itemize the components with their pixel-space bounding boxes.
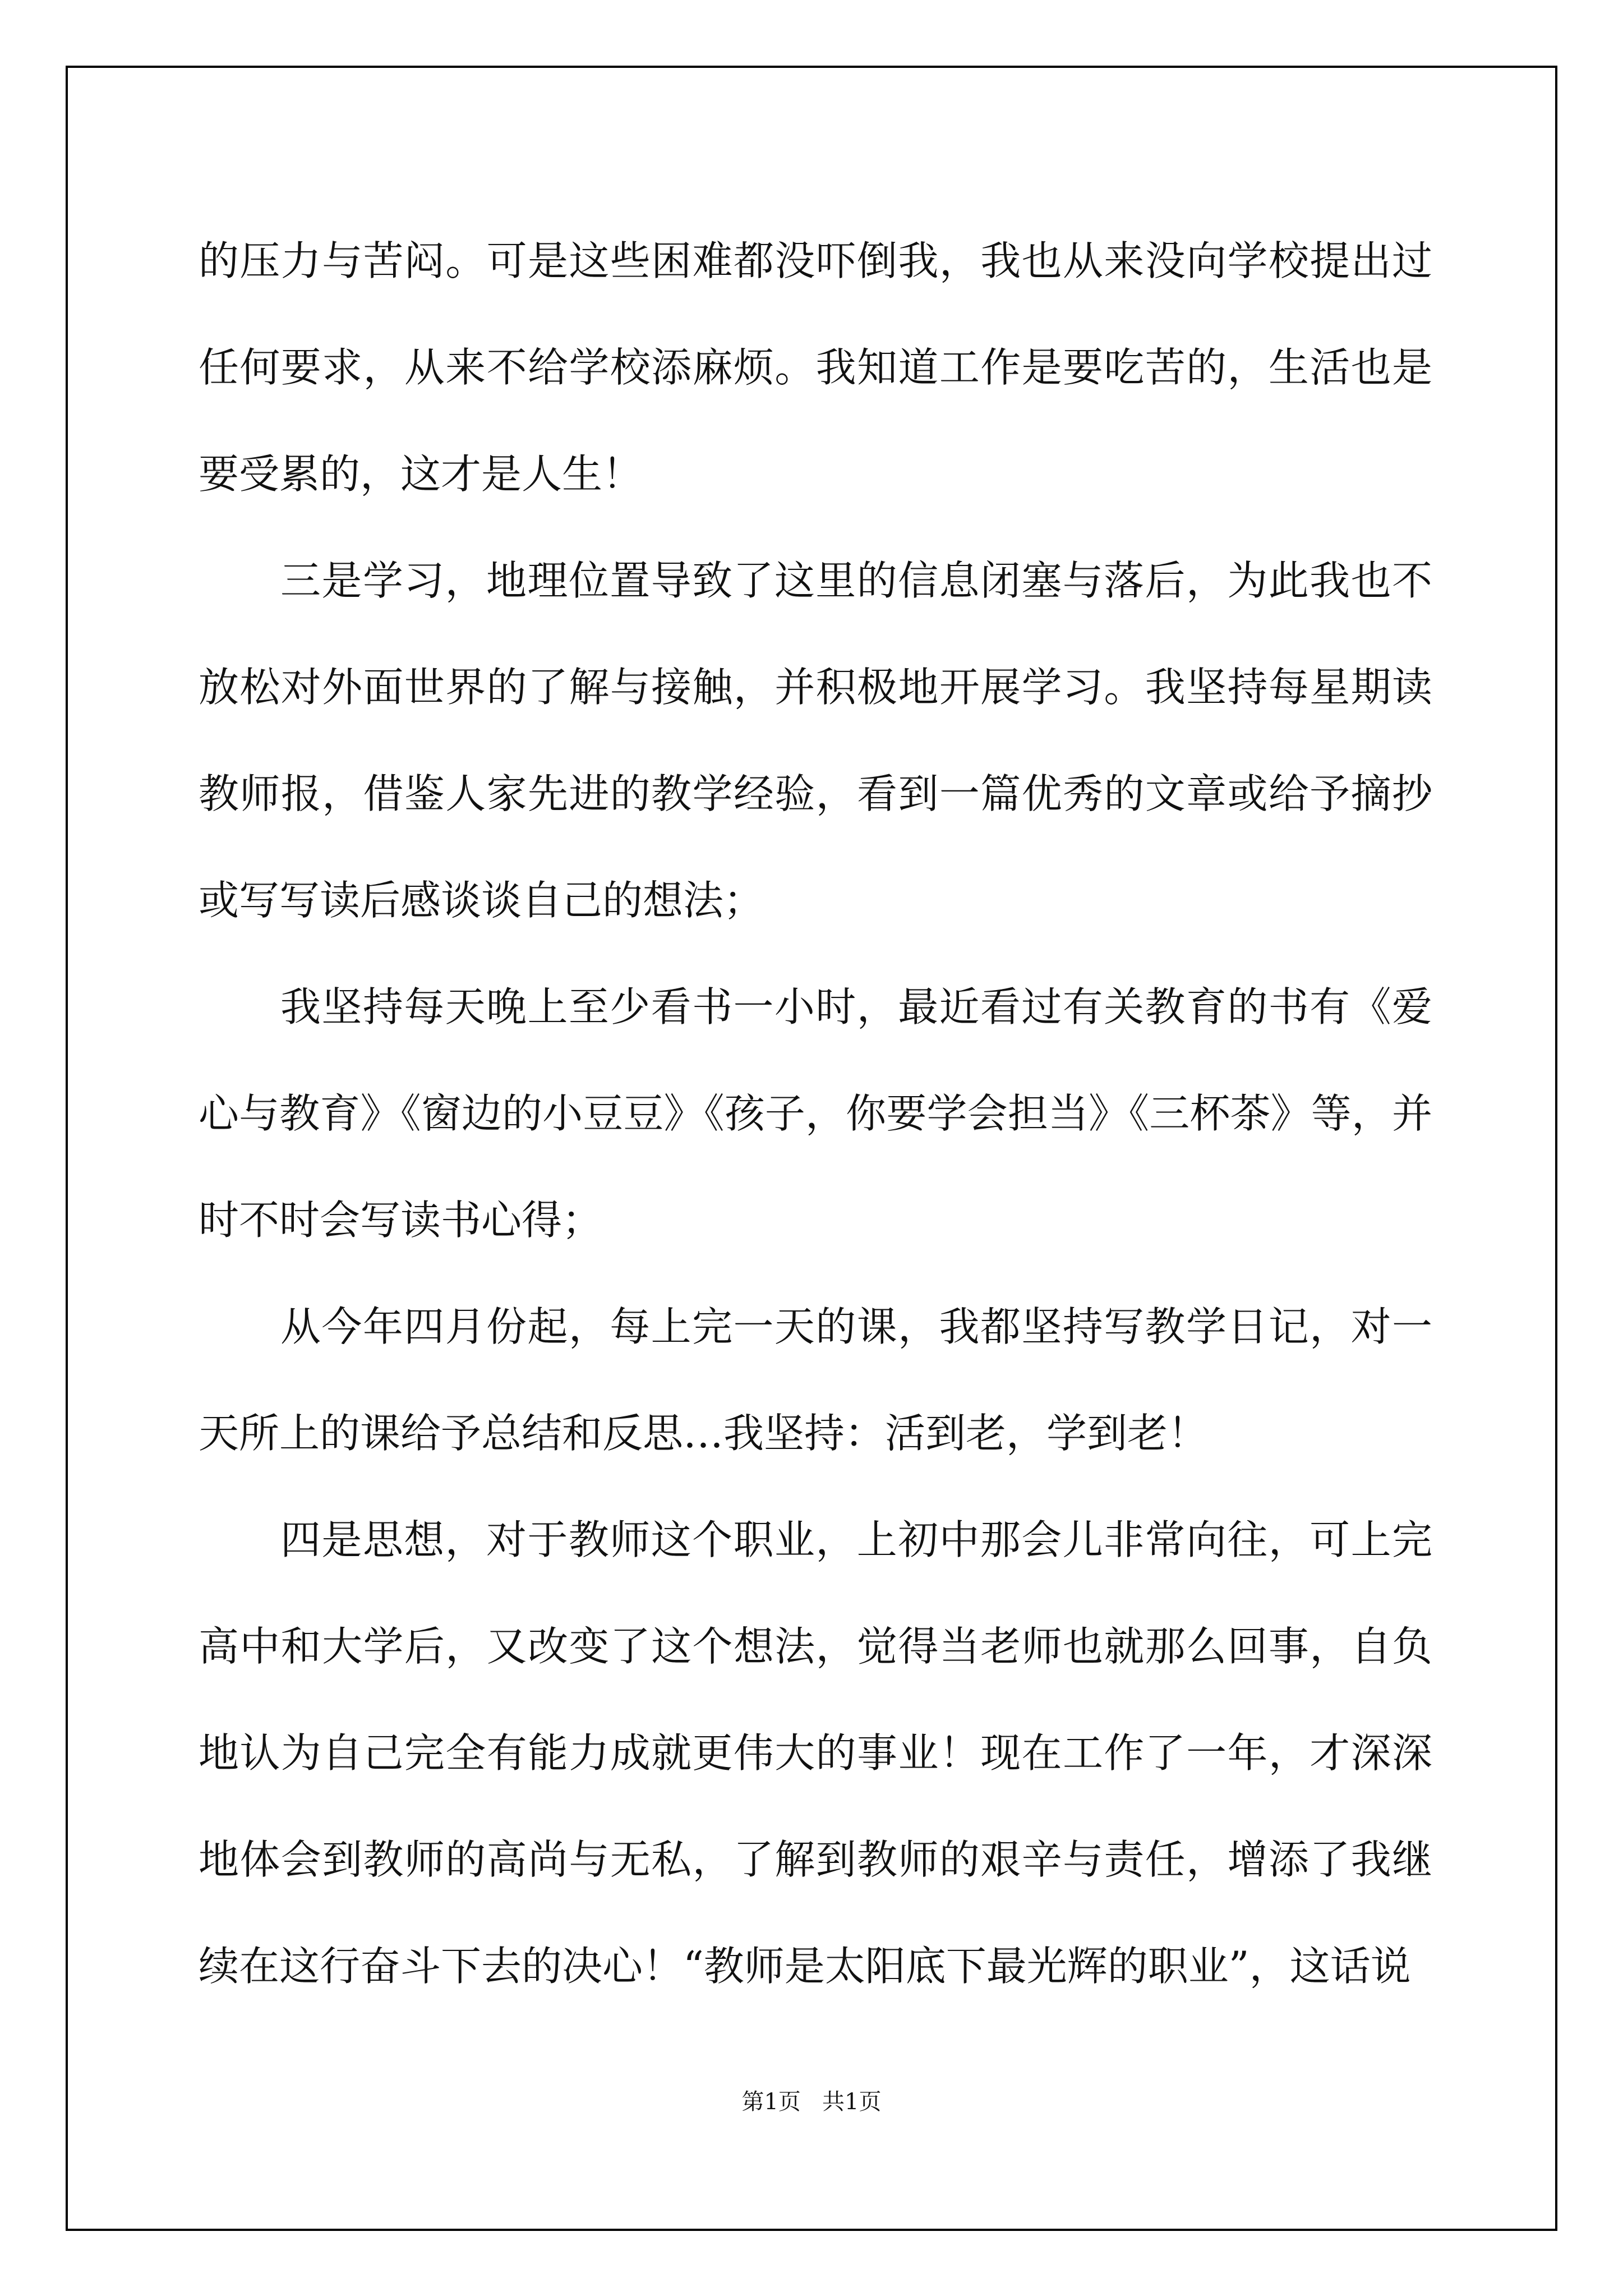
page-footer: 第1页 共1页 <box>741 2089 882 2115</box>
paragraph-5: 四是思想，对于教师这个职业，上初中那会儿非常向往，可上完高中和大学后，又改变了这个想法，觉得当老师也就那么回事，自负地认为自己完全有能力成就更伟大的事业！现在工作了一年，才深深地体会到教师的高尚与无私，了解到教师的艰辛与责任，增添了我继续在这行奋斗下去的决心！“教师是太阳底下最光辉的职业”，这话说 <box>199 1516 1432 1990</box>
paragraph-1: 的压力与苦闷。可是这些困难都没吓倒我，我也从来没向学校提出过任何要求，从来不给学校添麻烦。我知道工作是要吃苦的，生活也是要受累的，这才是人生！ <box>199 237 1432 498</box>
paragraph-2: 三是学习，地理位置导致了这里的信息闭塞与落后，为此我也不放松对外面世界的了解与接触，并积极地开展学习。我坚持每星期读教师报，借鉴人家先进的教学经验，看到一篇优秀的文章或给予摘抄或写写读后感谈谈自己的想法； <box>199 557 1432 924</box>
paragraph-4: 从今年四月份起，每上完一天的课，我都坚持写教学日记，对一天所上的课给予总结和反思…我坚持：活到老，学到老！ <box>199 1303 1432 1457</box>
document-body <box>199 208 1432 2019</box>
paragraph-3: 我坚持每天晚上至少看书一小时，最近看过有关教育的书有《爱心与教育》《窗边的小豆豆》《孩子，你要学会担当》《三杯茶》等，并时不时会写读书心得； <box>199 983 1432 1244</box>
